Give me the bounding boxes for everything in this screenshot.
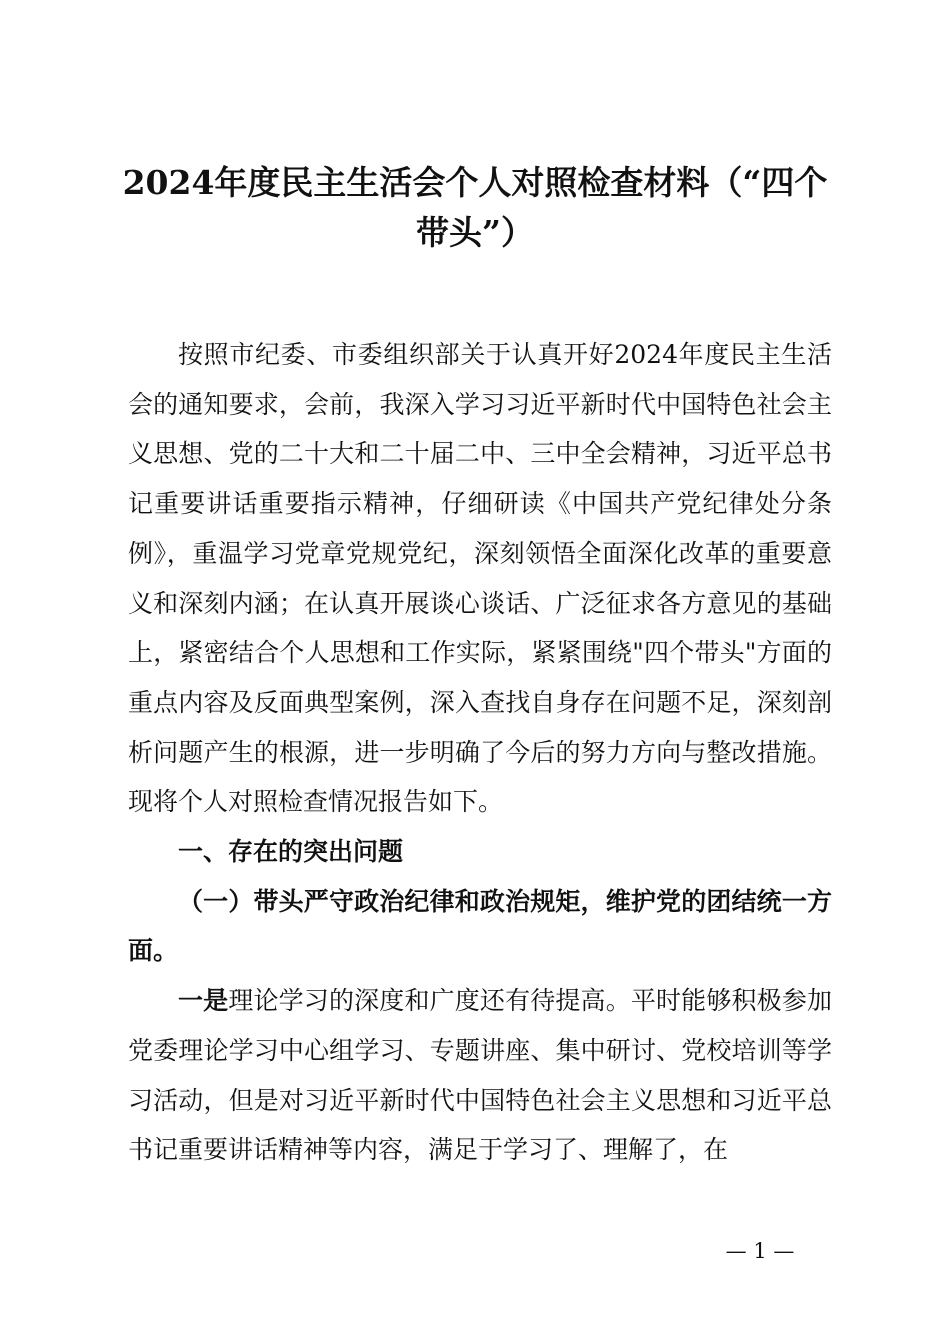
document-body [128,330,832,1175]
intro-paragraph: 按照市纪委、市委组织部关于认真开好2024年度民主生活会的通知要求，会前，我深入学习习近平新时代中国特色社会主义思想、党的二十大和二十届二中、三中全会精神，习近平总书记重要讲话重要指示精神，仔细研读《中国共产党纪律处分条例》，重温学习党章党规党纪，深刻领悟全面深化改革的重要意义和深刻内涵；在认真开展谈心谈话、广泛征求各方意见的基础上，紧密结合个人思想和工作实际，紧紧围绕"四个带头"方面的重点内容及反面典型案例，深入查找自身存在问题不足，深刻剖析问题产生的根源，进一步明确了今后的努力方向与整改措施。现将个人对照检查情况报告如下。 [128,340,832,817]
page-number: — 1 — [725,1239,795,1263]
point-one-lead: 一是 [178,986,229,1016]
subsection-heading: （一）带头严守政治纪律和政治规矩，维护党的团结统一方面。 [128,886,832,966]
section-heading: 一、存在的突出问题 [178,837,404,867]
point-one-text: 理论学习的深度和广度还有待提高。平时能够积极参加党委理论学习中心组学习、专题讲座、集中研讨、党校培训等学习活动，但是对习近平新时代中国特色社会主义思想和习近平总书记重要讲话精神等内容，满足于学习了、理解了，在 [128,986,832,1165]
document-title: 2024年度民主生活会个人对照检查材料（“四个带头”） [122,163,828,252]
point-one-paragraph [128,976,832,1175]
